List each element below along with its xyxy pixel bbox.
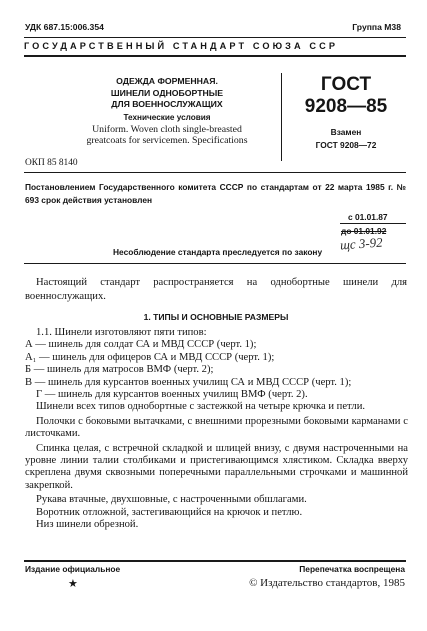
body-paragraph: Шинели всех типов однобортные с застежкой на четыре крючка и петли. <box>36 401 366 413</box>
type-item: А₁ — шинель для офицеров СА и МВД СССР (черт. 1); <box>25 351 275 363</box>
okp-rule <box>24 172 406 173</box>
gost-number: 9208—85 <box>304 96 388 117</box>
title-divider <box>281 73 282 161</box>
gost-label: ГОСТ <box>320 74 372 95</box>
section-heading: 1. ТИПЫ И ОСНОВНЫЕ РАЗМЕРЫ <box>143 312 289 322</box>
valid-from: с 01.01.87 <box>348 212 388 222</box>
okp-code: ОКП 85 8140 <box>25 158 78 168</box>
footer-rule <box>24 560 406 562</box>
clause-1-1: 1.1. Шинели изготовляют пяти типов: <box>36 327 207 338</box>
replaces-value: ГОСТ 9208—72 <box>315 140 377 150</box>
decree-text: Постановлением Государственного комитета СССР по стандартам от 22 марта 1985 г. № 693 срок действия установлен <box>25 182 406 205</box>
standard-banner: ГОСУДАРСТВЕННЫЙ СТАНДАРТ СОЮЗА ССР <box>24 41 339 51</box>
intro-paragraph: Настоящий стандарт распространяется на однобортные шинели для военнослужащих. <box>25 277 407 302</box>
prosecution-note: Несоблюдение стандарта преследуется по закону <box>113 247 323 257</box>
english-title-line: Uniform. Woven cloth single-breasted <box>92 124 242 135</box>
handwritten-note: щс 3-92 <box>339 234 384 253</box>
title-line: ДЛЯ ВОЕННОСЛУЖАЩИХ <box>111 99 223 110</box>
star-icon: ★ <box>68 578 78 590</box>
replaces-label: Взамен <box>330 127 362 137</box>
subtitle: Технические условия <box>123 112 211 122</box>
body-paragraph: Рукава втачные, двухшовные, с настроченными обшлагами. <box>36 494 307 506</box>
body-paragraph: Полочки с боковыми вытачками, с внешними прорезными боковыми карманами с листочками. <box>25 415 408 440</box>
type-item: Б — шинель для матросов ВМФ (черт. 2); <box>25 364 214 376</box>
english-title-line: greatcoats for servicemen. Specifications <box>86 135 248 146</box>
body-paragraph: Спинка целая, с встречной складкой и шлицей внизу, с двумя настроченными на уровне линии талии столбиками и пристегивающимся хлястиком. Складка вверху скреплена двумя сквозными поперечными параллельными строчками и машинной закрепкой. <box>25 442 408 491</box>
english-title <box>72 124 262 146</box>
type-item: В — шинель для курсантов военных училищ СА и МВД СССР (черт. 1); <box>25 376 352 388</box>
title <box>92 76 242 123</box>
body-paragraph: Низ шинели обрезной. <box>36 519 139 531</box>
banner-rule <box>24 55 406 57</box>
copyright: © Издательство стандартов, 1985 <box>249 577 405 589</box>
body-paragraph: Воротник отложной, застегивающийся на крючок и петлю. <box>36 506 303 518</box>
title-line: ШИНЕЛИ ОДНОБОРТНЫЕ <box>110 87 224 98</box>
official-edition: Издание официальное <box>25 564 121 574</box>
udk-code: УДК 687.15:006.354 <box>25 22 104 32</box>
decree-rule <box>24 263 406 264</box>
validity-rule <box>340 223 406 224</box>
group-code: Группа М38 <box>352 22 401 32</box>
reprint-notice: Перепечатка воспрещена <box>299 564 405 574</box>
top-rule <box>24 37 406 38</box>
valid-until-struck: до 01.01.92 <box>341 226 387 236</box>
type-item: А — шинель для солдат СА и МВД СССР (черт. 1); <box>25 339 257 351</box>
section-body <box>25 327 408 532</box>
type-item: Г — шинель для курсантов военных училищ ВМФ (черт. 2). <box>36 389 308 401</box>
title-line: ОДЕЖДА ФОРМЕННАЯ. <box>116 76 218 86</box>
